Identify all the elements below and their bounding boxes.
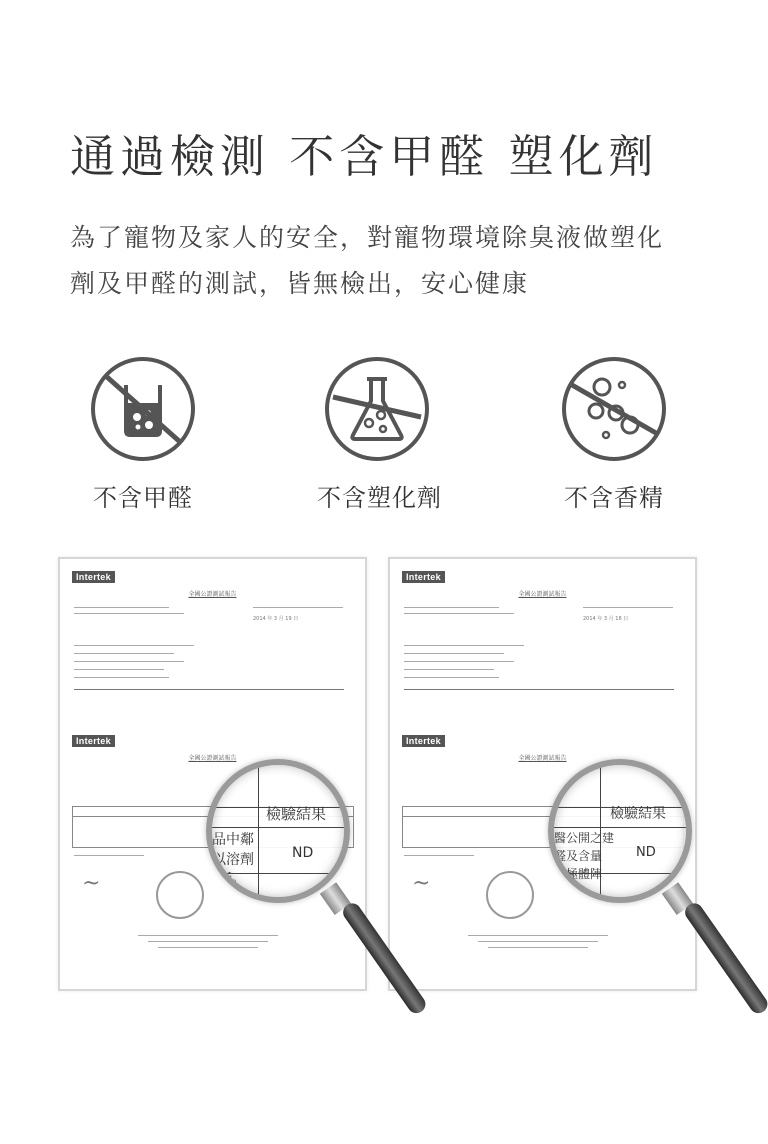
intertek-logo: Intertek [72,571,115,583]
magnified-side-line-3: 析。 [220,871,245,885]
magnified-side-line-2: 醛及含量 [554,849,603,863]
no-plasticizer-flask-icon [323,355,431,463]
badge-label-plasticizer: 不含塑化劑 [317,484,442,512]
report-date: 2014 年 3 月 18 日 [583,616,629,622]
intertek-logo: Intertek [402,735,445,747]
magnified-side-line-1: 醫公開之建 [554,831,615,845]
description-line-2: 劑及甲醛的測試，皆無檢出，安心健康 [70,269,530,298]
magnified-result-nd: ND [636,845,656,860]
company-seal [486,871,534,919]
report-page-1 [398,567,687,707]
company-seal [156,871,204,919]
description [70,215,710,307]
signature: ~ [412,871,431,896]
report-page-1 [68,567,357,707]
magnified-side-line-3: 二極體陣 [554,867,603,881]
no-formaldehyde-beaker-icon [89,355,197,463]
magnifier-lens-1 [206,759,350,903]
badge-label-formaldehyde: 不含甲醛 [93,484,193,512]
badge-label-fragrance: 不含香精 [564,484,664,512]
page-title: 通過檢測 不含甲醛 塑化劑 [70,130,659,183]
description-line-1: 為了寵物及家人的安全，對寵物環境除臭液做塑化 [70,223,665,252]
magnifier-lens-2 [548,759,692,903]
magnified-result-nd: ND [292,845,314,861]
report-title: 全國公證測試報告 [188,755,237,762]
intertek-logo: Intertek [72,735,115,747]
magnified-header: 檢驗結果 [266,805,327,823]
magnified-side-line-1: 品中鄰 [212,832,254,848]
report-title: 全國公證測試報告 [518,755,567,762]
report-title: 全國公證測試報告 [188,591,237,598]
magnified-side-line-2: 以溶劑 [212,852,254,868]
report-date: 2014 年 3 月 19 日 [253,616,299,622]
no-fragrance-bubbles-icon [560,355,668,463]
intertek-logo: Intertek [402,571,445,583]
signature: ~ [82,871,101,896]
report-title: 全國公證測試報告 [518,591,567,598]
magnified-header: 檢驗結果 [610,806,666,822]
